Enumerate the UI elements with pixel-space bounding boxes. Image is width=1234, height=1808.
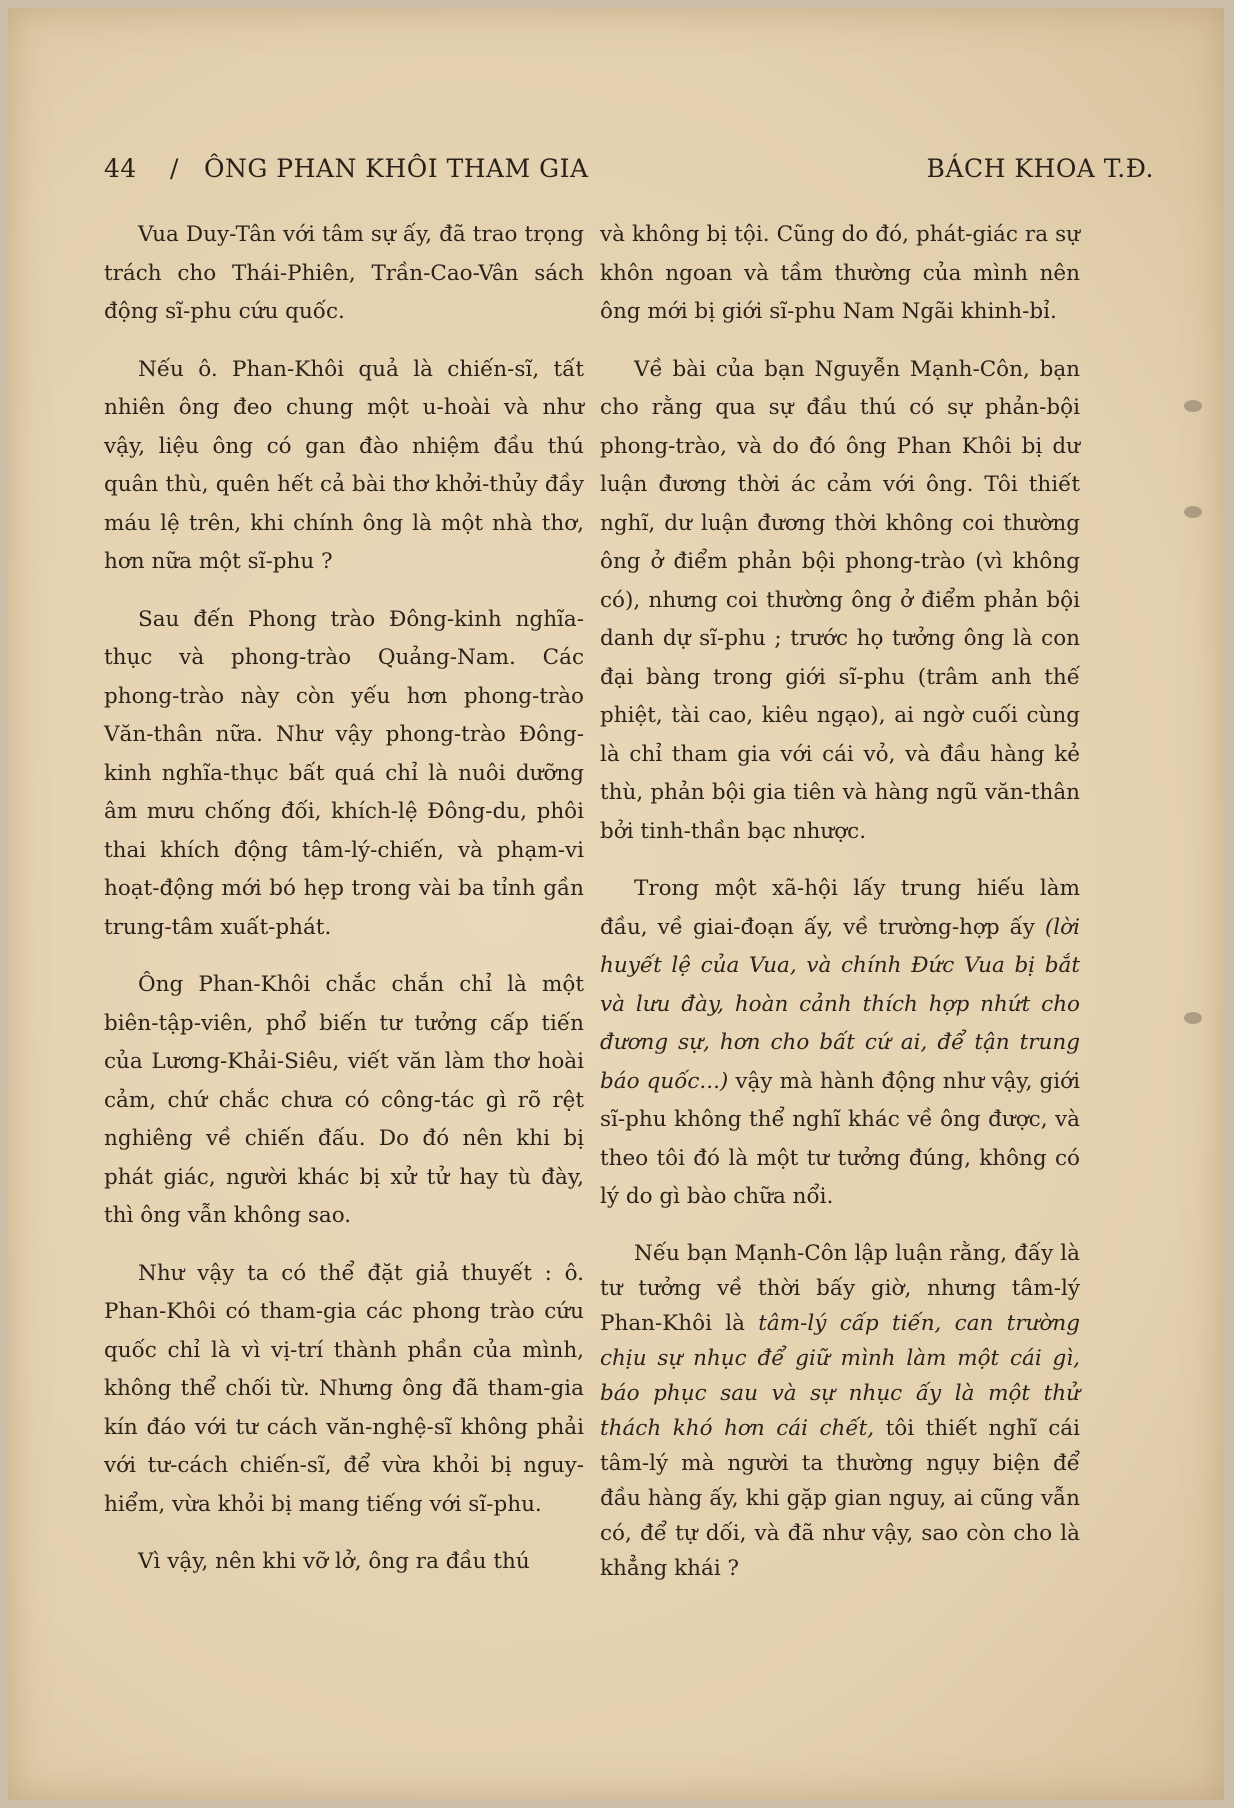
- paragraph-text: Trong một xã-hội lấy trung hiếu làm đầu, về giai-đoạn ấy, về trường-hợp ấy: [600, 876, 1080, 940]
- paragraph: Sau đến Phong trào Đông-kinh nghĩa-thục và phong-trào Quảng-Nam. Các phong-trào này còn yếu hơn phong-trào Văn-thân nữa. Như vậy phong-trào Đông-kinh nghĩa-thục bất quá chỉ là nuôi dưỡng âm mưu chống đối, khích-lệ Đông-du, phôi thai khích động tâm-lý-chiến, và phạm-vi hoạt-động mới bó hẹp trong vài ba tỉnh gần trung-tâm xuất-phát.: [104, 606, 584, 940]
- running-title: ÔNG PHAN KHÔI THAM GIA: [204, 154, 589, 183]
- paragraph-text: tôi thiết nghĩ cái tâm-lý mà người ta thường ngụy biện để đầu hàng ấy, khi gặp gian nguy, ai cũng vẫn có, để tự dối, và đã như vậy, sao còn cho là khẳng khái ?: [600, 1415, 1080, 1581]
- paragraph: Về bài của bạn Nguyễn Mạnh-Côn, bạn cho rằng qua sự đầu thú có sự phản-bội phong-trào, và do đó ông Phan Khôi bị dư luận đương thời ác cảm với ông. Tôi thiết nghĩ, dư luận đương thời không coi thường ông ở điểm phản bội phong-trào (vì không có), nhưng coi thường ông ở điểm phản bội danh dự sĩ-phu ; trước họ tưởng ông là con đại bàng trong giới sĩ-phu (trâm anh thế phiệt, tài cao, kiêu ngạo), ai ngờ cuối cùng là chỉ tham gia với cái vỏ, và đầu hàng kẻ thù, phản bội gia tiên và hàng ngũ văn-thân bởi tinh-thần bạc nhược.: [600, 356, 1080, 844]
- page-number: 44: [104, 154, 137, 183]
- binding-hole: [1184, 506, 1202, 518]
- left-column: [104, 216, 584, 1601]
- paragraph-text: vậy mà hành động như vậy, giới sĩ-phu không thể nghĩ khác về ông được, và theo tôi đó là một tư tưởng đúng, không có lý do gì bào chữa nổi.: [600, 1068, 1080, 1209]
- italic-quote: tâm-lý cấp tiến, can trường chịu sự nhục để giữ mình làm một cái gì, báo phục sau và sự nhục ấy là một thử thách khó hơn cái chết,: [600, 1310, 1080, 1441]
- paragraph: và không bị tội. Cũng do đó, phát-giác ra sự khôn ngoan và tầm thường của mình nên ông mới bị giới sĩ-phu Nam Ngãi khinh-bỉ.: [600, 222, 1080, 324]
- paragraph: Như vậy ta có thể đặt giả thuyết : ô. Phan-Khôi có tham-gia các phong trào cứu quốc chỉ là vì vị-trí thành phần của mình, không thể chối từ. Nhưng ông đã tham-gia kín đáo với tư cách văn-nghệ-sĩ không phải với tư-cách chiến-sĩ, để vừa khỏi bị nguy-hiểm, vừa khỏi bị mang tiếng với sĩ-phu.: [104, 1260, 584, 1517]
- binding-hole: [1184, 400, 1202, 412]
- italic-quote: (lời huyết lệ của Vua, và chính Đức Vua bị bắt và lưu đày, hoàn cảnh thích hợp nhứt cho đương sự, hơn cho bất cứ ai, để tận trung báo quốc...): [600, 914, 1080, 1094]
- binding-hole: [1184, 1012, 1202, 1024]
- paragraph: [600, 870, 1080, 1217]
- header-separator: /: [170, 154, 179, 183]
- paragraph: Ông Phan-Khôi chắc chắn chỉ là một biên-tập-viên, phổ biến tư tưởng cấp tiến của Lương-Khải-Siêu, viết văn làm thơ hoài cảm, chứ chắc chưa có công-tác gì rõ rệt nghiêng về chiến đấu. Do đó nên khi bị phát giác, người khác bị xử tử hay tù đày, thì ông vẫn không sao.: [104, 972, 584, 1228]
- page-header: [104, 154, 1154, 188]
- paragraph: Vì vậy, nên khi vỡ lở, ông ra đầu thú: [138, 1549, 530, 1574]
- journal-name: BÁCH KHOA T.Đ.: [926, 154, 1154, 183]
- right-column: [600, 216, 1080, 1605]
- paragraph: Nếu ô. Phan-Khôi quả là chiến-sĩ, tất nhiên ông đeo chung một u-hoài và như vậy, liệu ông có gan đào nhiệm đầu thú quân thù, quên hết cả bài thơ khởi-thủy đầy máu lệ trên, khi chính ông là một nhà thơ, hơn nữa một sĩ-phu ?: [104, 356, 584, 574]
- paragraph: Vua Duy-Tân với tâm sự ấy, đã trao trọng trách cho Thái-Phiên, Trần-Cao-Vân sách động sĩ-phu cứu quốc.: [104, 222, 584, 324]
- paragraph-text: Nếu bạn Mạnh-Côn lập luận rằng, đấy là tư tưởng về thời bấy giờ, nhưng tâm-lý Phan-Khôi là: [600, 1240, 1080, 1336]
- paragraph: [600, 1236, 1080, 1586]
- document-page: [8, 8, 1224, 1800]
